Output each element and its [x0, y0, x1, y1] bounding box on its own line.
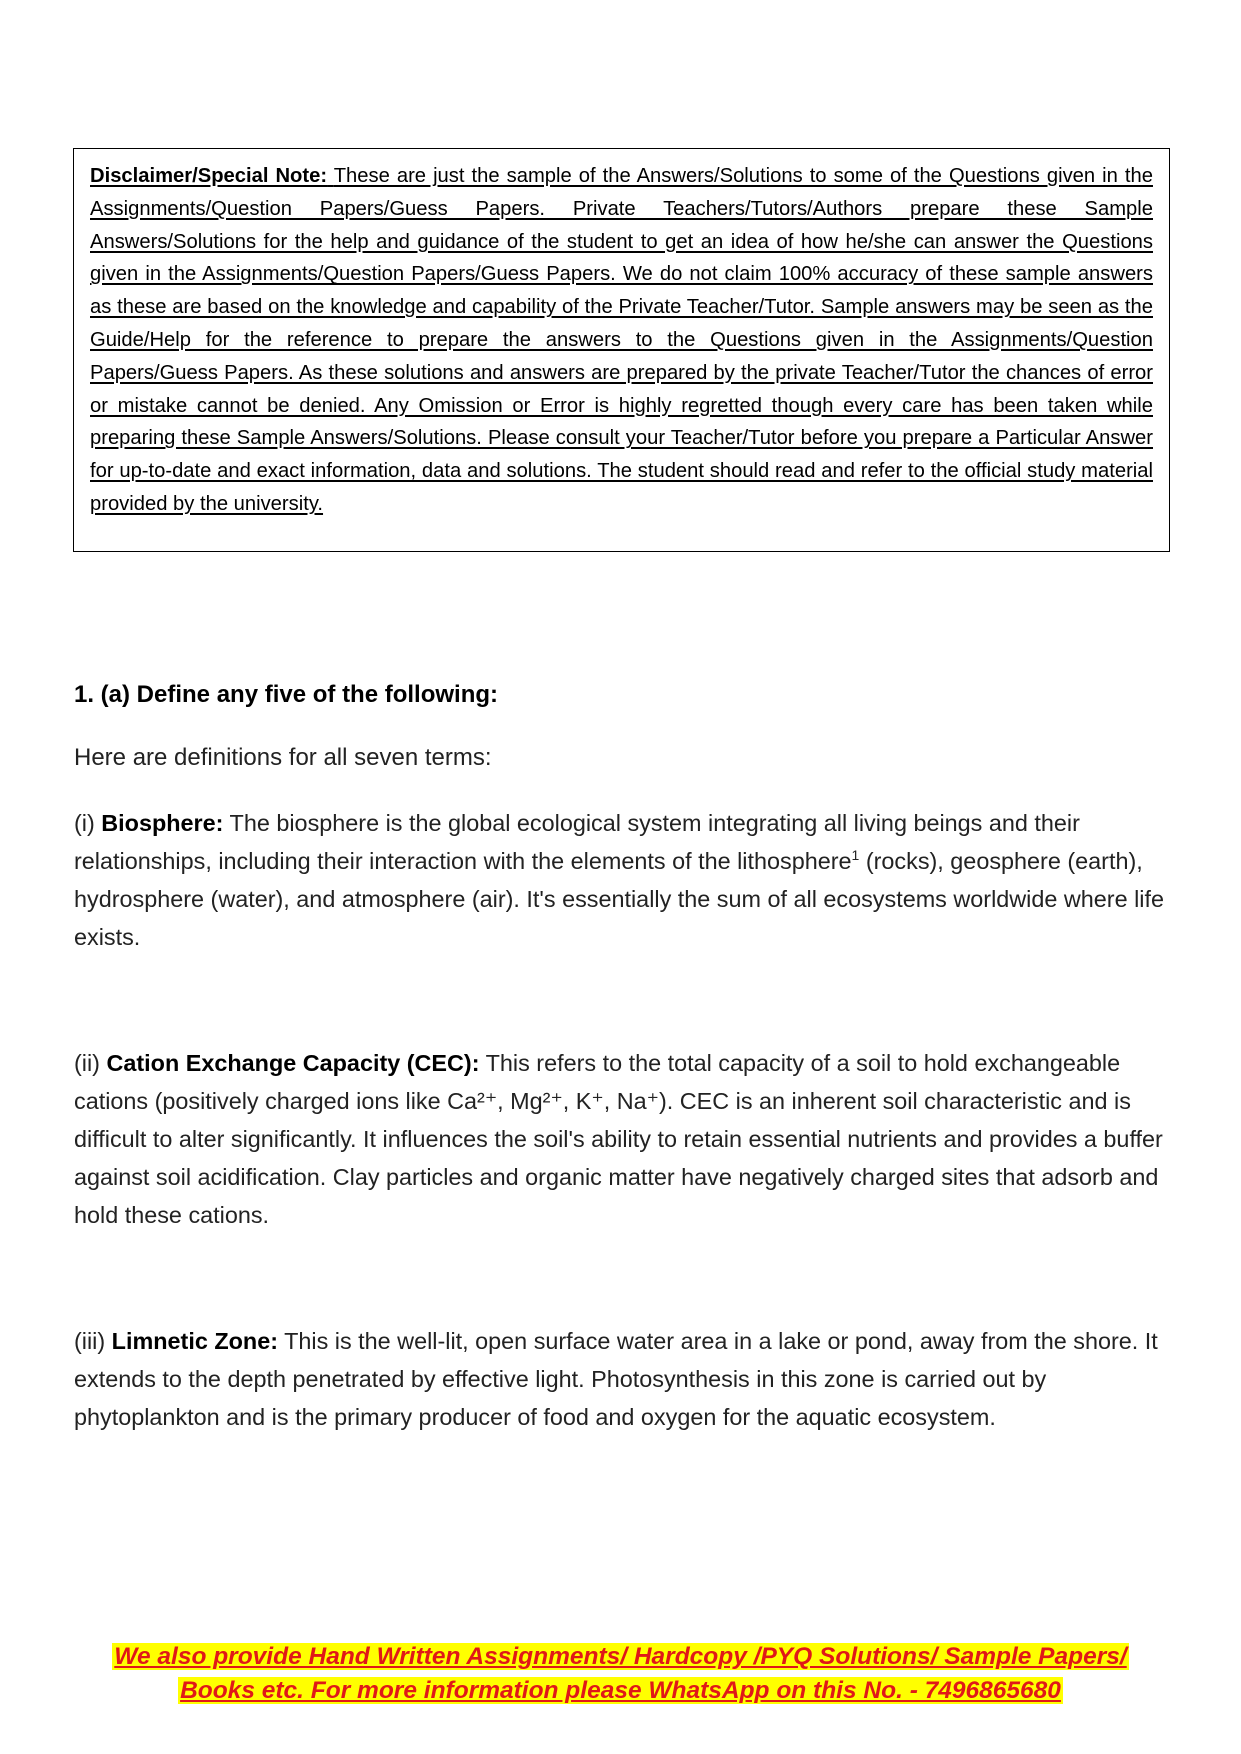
disclaimer-text	[90, 160, 1153, 521]
question-heading: 1. (a) Define any five of the following:	[74, 681, 499, 708]
definition-term: Cation Exchange Capacity (CEC):	[106, 1050, 480, 1076]
disclaimer-body: These are just the sample of the Answers/Solutions to some of the Questions given in the Assignments/Question Papers/Guess Papers. Private Teachers/Tutors/Authors prepare these Sample Answers/Solutions for the help and guidance of the student to get an idea of how he/she can answer the Questions given in the Assignments/Question Papers/Guess Papers. We do not claim 100% accuracy of these sample answers as these are based on the knowledge and capability of the Private Teacher/Tutor. Sample answers may be seen as the Guide/Help for the reference to prepare the answers to the Questions given in the Assignments/Question Papers/Guess Papers. As these solutions and answers are prepared by the private Teacher/Tutor the chances of error or mistake cannot be denied. Any Omission or Error is highly regretted though every care has been taken while preparing these Sample Answers/Solutions. Please consult your Teacher/Tutor before you prepare a Particular Answer for up-to-date and exact information, data and solutions. The student should read and refer to the official study material provided by the university.	[90, 165, 1153, 515]
promo-line-2: Books etc. For more information please WhatsApp on this No. - 7496865680	[180, 1677, 1061, 1704]
definition-term: Limnetic Zone:	[111, 1328, 279, 1354]
promo-banner	[0, 1640, 1241, 1708]
definition-text: The biosphere is the global ecological system integrating all living beings and their relationships, including their interaction with the elements of the lithosphere	[74, 810, 1080, 874]
definition-number: (iii)	[74, 1328, 106, 1354]
disclaimer-lead: Disclaimer/Special Note:	[90, 165, 328, 187]
definition-text: This refers to the total capacity of a soil to hold exchangeable cations (positively charged ions like Ca²⁺, Mg²⁺, K⁺, Na⁺). CEC is an inherent soil characteristic and is difficult to alter significantly. It influences the soil's ability to retain essential nutrients and provides a buffer against soil acidification. Clay particles and organic matter have negatively charged sites that adsorb and hold these cations.	[74, 1050, 1163, 1228]
definition-text: This is the well-lit, open surface water area in a lake or pond, away from the shore. It extends to the depth penetrated by effective light. Photosynthesis in this zone is carried out by phytoplankton and is the primary producer of food and oxygen for the aquatic ecosystem.	[74, 1328, 1158, 1430]
definition-number: (ii)	[74, 1050, 100, 1076]
definition-cec	[74, 1044, 1164, 1234]
definition-number: (i)	[74, 810, 95, 836]
definition-biosphere	[74, 804, 1164, 956]
footnote-marker[interactable]: 1	[851, 847, 860, 864]
promo-line-1: We also provide Hand Written Assignments/ Hardcopy /PYQ Solutions/ Sample Papers/	[114, 1643, 1127, 1670]
definition-text-continued: (rocks), geosphere (earth), hydrosphere (water), and atmosphere (air). It's essentially the sum of all ecosystems worldwide where life exists.	[74, 848, 1164, 950]
question-intro: Here are definitions for all seven terms:	[74, 744, 492, 771]
disclaimer-box	[73, 148, 1170, 552]
definition-limnetic-zone	[74, 1322, 1164, 1436]
definition-term: Biosphere:	[101, 810, 224, 836]
